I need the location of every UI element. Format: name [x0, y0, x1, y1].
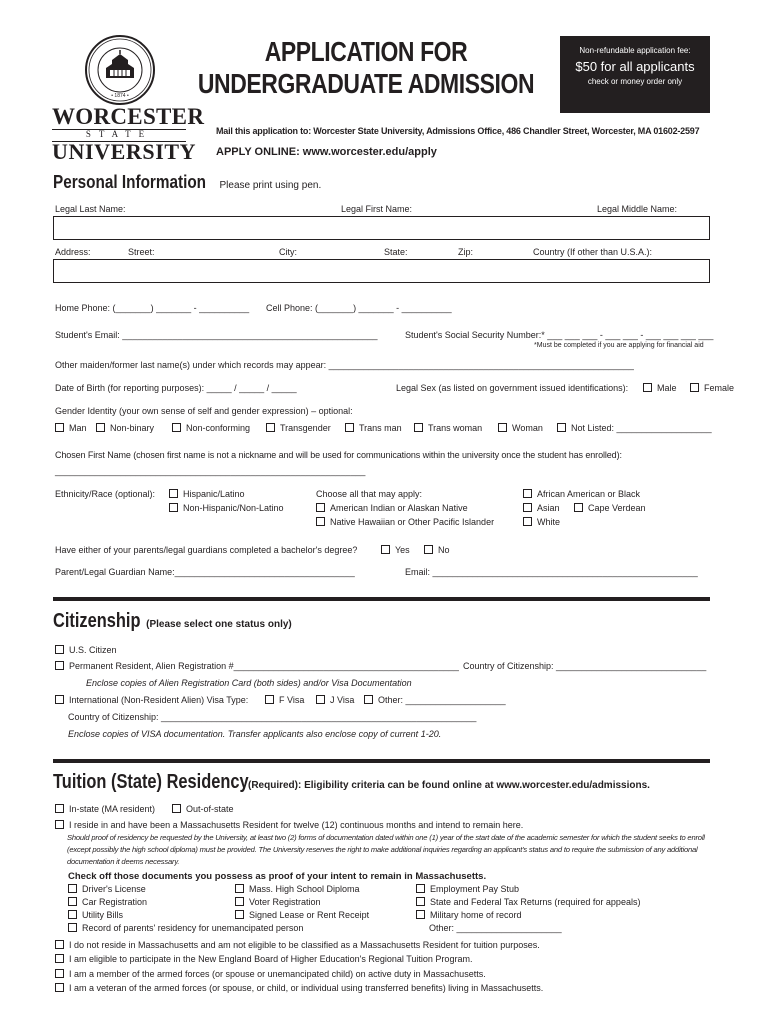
- home-phone-field[interactable]: Home Phone: (_______) _______ - __________: [55, 303, 250, 313]
- svg-text:• 1874 •: • 1874 •: [111, 93, 129, 99]
- gender-option-transgender[interactable]: [266, 423, 331, 433]
- option-label: White: [537, 517, 561, 527]
- parents-degree-label: Have either of your parents/legal guardians completed a bachelor's degree?: [55, 545, 358, 555]
- proof-note: Should proof of residency be requested by the University, at least two (2) forms of documentation dated within one (1) year of the start date of the academic semester for which the student seeks to enroll (except possibly the high school diploma) must be provided. The University reserves the right to make additional inquiries regarding an applicant's status and to require the submission of any additional documentation it deems necessary.: [67, 833, 705, 866]
- apply-online: APPLY ONLINE: www.worcester.edu/apply: [216, 146, 437, 158]
- checkbox[interactable]: [68, 897, 77, 906]
- address-label: Address:: [55, 247, 91, 257]
- checkbox[interactable]: [68, 884, 77, 893]
- cape-verdean-option[interactable]: [574, 503, 646, 513]
- doc-drivers-license[interactable]: [68, 884, 146, 894]
- first-name-label: Legal First Name:: [341, 204, 413, 214]
- option-label: F Visa: [279, 695, 305, 705]
- option-label: State and Federal Tax Returns (required for appeals): [430, 897, 641, 907]
- asian-option[interactable]: [523, 503, 560, 513]
- female-label: Female: [704, 383, 735, 393]
- doc-military-home[interactable]: [416, 910, 522, 920]
- checkbox[interactable]: [416, 897, 425, 906]
- option-label: American Indian or Alaskan Native: [330, 503, 468, 513]
- statement-armed-forces[interactable]: [55, 969, 486, 979]
- option-label: U.S. Citizen: [69, 645, 117, 655]
- option-label: J Visa: [330, 695, 355, 705]
- checkbox[interactable]: [498, 423, 507, 432]
- email-field[interactable]: Student's Email: ___________________________________________________: [55, 330, 378, 340]
- parents-no-option[interactable]: [424, 545, 450, 555]
- gender-label: Non-binary: [110, 423, 155, 433]
- gender-label: Man: [69, 423, 87, 433]
- address-field[interactable]: [53, 259, 710, 283]
- checkbox[interactable]: [55, 423, 64, 432]
- option-label: Mass. High School Diploma: [249, 884, 360, 894]
- option-label: No: [438, 545, 450, 555]
- tuition-title: Tuition (State) Residency: [53, 771, 249, 793]
- hawaiian-option[interactable]: [316, 517, 494, 527]
- checkbox[interactable]: [55, 804, 64, 813]
- doc-hs-diploma[interactable]: [235, 884, 360, 894]
- checkbox[interactable]: [68, 923, 77, 932]
- logo-worcester: WORCESTER: [52, 104, 205, 129]
- male-label: Male: [657, 383, 677, 393]
- option-label: Driver's License: [82, 884, 146, 894]
- option-label: Yes: [395, 545, 410, 555]
- gender-label: Non-conforming: [186, 423, 251, 433]
- option-label: Cape Verdean: [588, 503, 646, 513]
- option-label: Utility Bills: [82, 910, 124, 920]
- ssn-note: *Must be completed if you are applying for financial aid: [534, 342, 704, 349]
- gender-label: Woman: [512, 423, 543, 433]
- female-option[interactable]: [690, 383, 734, 393]
- guardian-name-field[interactable]: Parent/Legal Guardian Name:____________________________________: [55, 567, 355, 577]
- option-label: Hispanic/Latino: [183, 489, 245, 499]
- white-option[interactable]: [523, 517, 560, 527]
- male-checkbox[interactable]: [643, 383, 652, 392]
- checkbox[interactable]: [316, 503, 325, 512]
- gender-option-transwoman[interactable]: [414, 423, 482, 433]
- option-label: In-state (MA resident): [69, 804, 156, 814]
- fee-note: check or money order only: [587, 77, 683, 86]
- option-label: Employment Pay Stub: [430, 884, 520, 894]
- option-label: Non-Hispanic/Non-Latino: [183, 503, 284, 513]
- statement-label: I do not reside in Massachusetts and am not eligible to be classified as a Massachusetts Resident for tuition purposes.: [69, 940, 540, 950]
- check-off-label: Check off those documents you possess as proof of your intent to remain in Massachusetts.: [68, 871, 487, 882]
- doc-signed-lease[interactable]: [235, 910, 369, 920]
- doc-tax-returns[interactable]: [416, 897, 640, 907]
- section-divider: [53, 597, 710, 601]
- checkbox[interactable]: [416, 910, 425, 919]
- permanent-resident-option[interactable]: [55, 661, 459, 671]
- dob-field[interactable]: Date of Birth (for reporting purposes): _____ / _____ / _____: [55, 383, 297, 393]
- university-seal: [84, 34, 156, 106]
- doc-car-registration[interactable]: [68, 897, 147, 907]
- statement-label: I am eligible to participate in the New England Board of Higher Education's Regional Tuition Program.: [69, 954, 473, 964]
- checkbox[interactable]: [416, 884, 425, 893]
- logo-state: STATE: [85, 129, 153, 139]
- gender-option-woman[interactable]: [498, 423, 543, 433]
- checkbox[interactable]: [414, 423, 423, 432]
- statement-label: I am a veteran of the armed forces (or spouse, or child, or individual using transferred benefits) living in Massachusetts.: [69, 983, 544, 993]
- mail-to: Mail this application to: Worcester State University, Admissions Office, 486 Chandler Street, Worcester, MA 01602-2597: [216, 126, 700, 136]
- checkbox[interactable]: [345, 423, 354, 432]
- checkbox[interactable]: [523, 503, 532, 512]
- tuition-required: (Required): Eligibility criteria can be found online at www.worcester.edu/admissions.: [248, 780, 650, 791]
- checkbox[interactable]: [574, 503, 583, 512]
- international-option[interactable]: [55, 695, 248, 705]
- city-label: City:: [279, 247, 297, 257]
- african-american-option[interactable]: [523, 489, 640, 499]
- statement-veteran[interactable]: [55, 983, 543, 993]
- state-label: State:: [384, 247, 408, 257]
- statement-label: I am a member of the armed forces (or spouse or unemancipated child) on active duty in Massachusetts.: [69, 969, 486, 979]
- checkbox[interactable]: [55, 954, 64, 963]
- checkbox[interactable]: [316, 695, 325, 704]
- gender-label: Not Listed: ___________________: [571, 423, 712, 433]
- american-indian-option[interactable]: [316, 503, 468, 513]
- checkbox[interactable]: [169, 489, 178, 498]
- country-of-citizenship-field[interactable]: Country of Citizenship: ______________________________: [463, 661, 707, 671]
- other-visa-option[interactable]: [364, 695, 506, 705]
- maiden-name-field[interactable]: Other maiden/former last name(s) under which records may appear: _____________________________________________________________: [55, 360, 634, 370]
- intl-country-field[interactable]: Country of Citizenship: _______________________________________________________________: [68, 712, 477, 722]
- section-divider: [53, 759, 710, 763]
- gender-label: Trans man: [359, 423, 402, 433]
- checkbox[interactable]: [55, 969, 64, 978]
- checkbox[interactable]: [55, 820, 64, 829]
- legal-sex-label: Legal Sex (as listed on government issued identifications):: [396, 383, 629, 393]
- statement-not-resident[interactable]: [55, 940, 540, 950]
- checkbox[interactable]: [424, 545, 433, 554]
- checkbox[interactable]: [55, 983, 64, 992]
- ethnicity-label: Ethnicity/Race (optional):: [55, 489, 156, 499]
- doc-utility-bills[interactable]: [68, 910, 123, 920]
- checkbox[interactable]: [381, 545, 390, 554]
- cell-phone-field[interactable]: Cell Phone: (_______) _______ - __________: [266, 303, 452, 313]
- doc-other-field[interactable]: Other: _____________________: [429, 923, 562, 933]
- guardian-email-field[interactable]: Email: _____________________________________________________: [405, 567, 698, 577]
- street-label: Street:: [128, 247, 155, 257]
- enclose-alien-note: Enclose copies of Alien Registration Card (both sides) and/or Visa Documentation: [86, 678, 412, 688]
- checkbox[interactable]: [364, 695, 373, 704]
- gender-option-not-listed[interactable]: [557, 423, 712, 433]
- gender-option-nonconforming[interactable]: [172, 423, 250, 433]
- checkbox[interactable]: [557, 423, 566, 432]
- doc-pay-stub[interactable]: [416, 884, 519, 894]
- option-label: International (Non-Resident Alien) Visa Type:: [69, 695, 249, 705]
- checkbox[interactable]: [55, 940, 64, 949]
- enclose-visa-note: Enclose copies of VISA documentation. Transfer applicants also enclose copy of current 1-20.: [68, 729, 442, 739]
- male-option[interactable]: [643, 383, 677, 393]
- checkbox[interactable]: [523, 517, 532, 526]
- gender-option-man[interactable]: [55, 423, 87, 433]
- checkbox[interactable]: [55, 695, 64, 704]
- checkbox[interactable]: [68, 910, 77, 919]
- out-state-option[interactable]: [172, 804, 234, 814]
- option-label: Permanent Resident, Alien Registration #_____________________________________________: [69, 661, 459, 671]
- us-citizen-option[interactable]: [55, 645, 117, 655]
- fee-box: [560, 36, 710, 113]
- personal-heading: [53, 172, 321, 193]
- name-field[interactable]: [53, 216, 710, 240]
- checkbox[interactable]: [265, 695, 274, 704]
- personal-title: Personal Information: [53, 172, 207, 192]
- zip-label: Zip:: [458, 247, 474, 257]
- statement-regional-tuition[interactable]: [55, 954, 472, 964]
- checkbox[interactable]: [235, 884, 244, 893]
- gender-option-nonbinary[interactable]: [96, 423, 154, 433]
- checkbox[interactable]: [266, 423, 275, 432]
- hispanic-option[interactable]: [169, 489, 245, 499]
- logo-university: UNIVERSITY: [52, 139, 197, 164]
- option-label: Voter Registration: [249, 897, 321, 907]
- option-label: Car Registration: [82, 897, 148, 907]
- citizenship-title: Citizenship: [53, 610, 141, 632]
- option-label: Military home of record: [430, 910, 522, 920]
- j-visa-option[interactable]: [316, 695, 354, 705]
- gender-label: Transgender: [280, 423, 331, 433]
- fee-amount: $50 for all applicants: [575, 59, 695, 74]
- ssn-field[interactable]: Student's Social Security Number:* ___ ___ ___ - ___ ___ - ___ ___ ___ ___: [405, 330, 714, 340]
- checkbox[interactable]: [235, 910, 244, 919]
- option-label: African American or Black: [537, 489, 641, 499]
- middle-name-label: Legal Middle Name:: [597, 204, 678, 214]
- reside-option[interactable]: [55, 820, 523, 830]
- doc-voter-registration[interactable]: [235, 897, 321, 907]
- title-line-1: APPLICATION FOR: [264, 36, 468, 67]
- citizenship-subtitle: (Please select one status only): [146, 619, 292, 630]
- checkbox[interactable]: [523, 489, 532, 498]
- tuition-heading: [53, 771, 650, 794]
- citizenship-heading: [53, 610, 292, 633]
- option-label: Native Hawaiian or Other Pacific Islander: [330, 517, 495, 527]
- gender-option-transman[interactable]: [345, 423, 402, 433]
- checkbox[interactable]: [55, 661, 64, 670]
- doc-parents-residency[interactable]: [68, 923, 303, 933]
- fee-label: Non-refundable application fee:: [579, 46, 691, 55]
- checkbox[interactable]: [96, 423, 105, 432]
- f-visa-option[interactable]: [265, 695, 304, 705]
- non-hispanic-option[interactable]: [169, 503, 284, 513]
- female-checkbox[interactable]: [690, 383, 699, 392]
- option-label: Asian: [537, 503, 560, 513]
- checkbox[interactable]: [235, 897, 244, 906]
- checkbox[interactable]: [316, 517, 325, 526]
- in-state-option[interactable]: [55, 804, 155, 814]
- option-label: Signed Lease or Rent Receipt: [249, 910, 370, 920]
- personal-subtitle: Please print using pen.: [219, 180, 322, 191]
- last-name-label: Legal Last Name:: [55, 204, 126, 214]
- option-label: Other: ____________________: [378, 695, 506, 705]
- title-line-2: UNDERGRADUATE ADMISSION: [197, 68, 535, 99]
- option-label: Out-of-state: [186, 804, 234, 814]
- option-label: I reside in and have been a Massachusetts Resident for twelve (12) continuous months and intend to remain here.: [69, 820, 524, 830]
- checkbox[interactable]: [172, 423, 181, 432]
- country-label: Country (If other than U.S.A.):: [533, 247, 653, 257]
- checkbox[interactable]: [55, 645, 64, 654]
- option-label: Record of parents' residency for unemancipated person: [82, 923, 304, 933]
- gender-identity-label: Gender Identity (your own sense of self and gender expression) – optional:: [55, 406, 353, 416]
- checkbox[interactable]: [169, 503, 178, 512]
- checkbox[interactable]: [172, 804, 181, 813]
- choose-all-label: Choose all that may apply:: [316, 489, 423, 499]
- chosen-name-field[interactable]: ______________________________________________________________: [55, 466, 366, 476]
- gender-label: Trans woman: [428, 423, 483, 433]
- chosen-name-label: Chosen First Name (chosen first name is not a nickname and will be used for communications within the university once the student has enrolled):: [55, 450, 622, 460]
- parents-yes-option[interactable]: [381, 545, 410, 555]
